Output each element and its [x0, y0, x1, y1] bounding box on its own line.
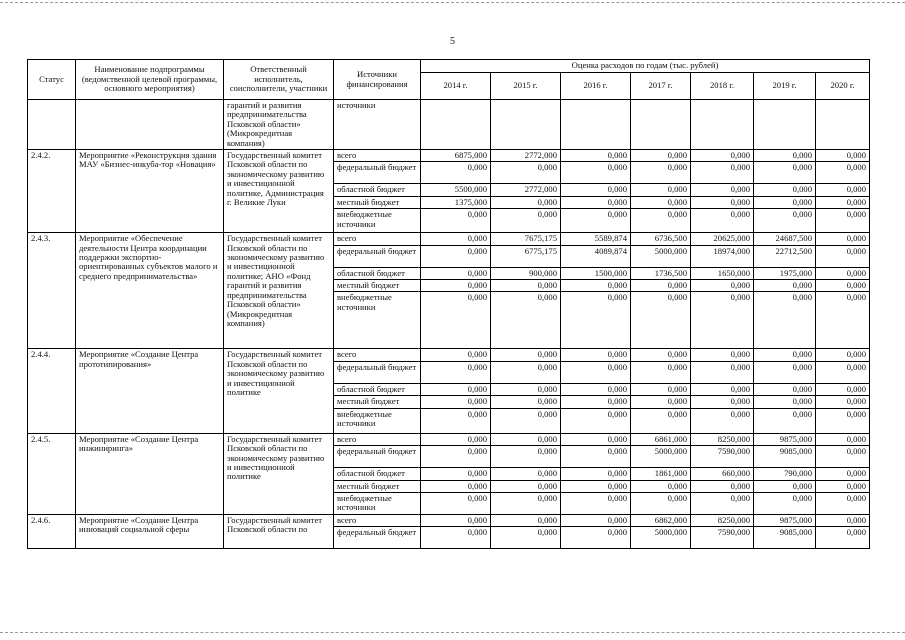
- funding-source: федеральный бюджет: [334, 527, 421, 549]
- amount-cell: 0,000: [631, 383, 691, 395]
- amount-cell: 0,000: [421, 245, 491, 267]
- amount-cell: 0,000: [691, 292, 754, 349]
- amount-cell: 0,000: [754, 396, 816, 408]
- amount-cell: 0,000: [754, 383, 816, 395]
- amount-cell: 0,000: [561, 150, 631, 162]
- amount-cell: 0,000: [561, 480, 631, 492]
- amount-cell: 0,000: [631, 184, 691, 196]
- group-name: Мероприятие «Обеспечение деятельности Центра координации поддержки экспортно-ориентированных субъектов малого и среднего предпринимательства»: [76, 233, 224, 349]
- amount-cell: 6862,000: [631, 514, 691, 526]
- amount-cell: 0,000: [754, 184, 816, 196]
- amount-cell: 0,000: [816, 408, 870, 433]
- amount-cell: 0,000: [421, 396, 491, 408]
- funding-source: областной бюджет: [334, 468, 421, 480]
- amount-cell: 0,000: [816, 383, 870, 395]
- amount-cell: 0,000: [491, 527, 561, 549]
- amount-cell: 0,000: [816, 468, 870, 480]
- amount-cell: 7590,000: [691, 446, 754, 468]
- amount-cell: 5000,000: [631, 446, 691, 468]
- table-row: [28, 514, 870, 526]
- amount-cell: 6736,500: [631, 233, 691, 245]
- empty-cell: [561, 100, 631, 150]
- header-year: 2018 г.: [691, 73, 754, 100]
- amount-cell: 0,000: [561, 162, 631, 184]
- amount-cell: 0,000: [631, 280, 691, 292]
- amount-cell: 0,000: [491, 383, 561, 395]
- amount-cell: 0,000: [691, 480, 754, 492]
- header-source: Источники финансирования: [334, 60, 421, 100]
- header-row-top: [28, 60, 870, 73]
- amount-cell: 0,000: [491, 480, 561, 492]
- header-year: 2017 г.: [631, 73, 691, 100]
- amount-cell: 0,000: [816, 280, 870, 292]
- amount-cell: 0,000: [816, 292, 870, 349]
- amount-cell: 0,000: [631, 396, 691, 408]
- amount-cell: 0,000: [816, 150, 870, 162]
- amount-cell: 0,000: [631, 196, 691, 208]
- amount-cell: 0,000: [816, 396, 870, 408]
- amount-cell: 0,000: [491, 468, 561, 480]
- amount-cell: 0,000: [816, 446, 870, 468]
- header-estimate: Оценка расходов по годам (тыс. рублей): [421, 60, 870, 73]
- funding-source: местный бюджет: [334, 196, 421, 208]
- funding-source: местный бюджет: [334, 480, 421, 492]
- funding-source: областной бюджет: [334, 383, 421, 395]
- funding-source: федеральный бюджет: [334, 162, 421, 184]
- amount-cell: 0,000: [491, 349, 561, 361]
- amount-cell: 0,000: [691, 492, 754, 514]
- group-status: 2.4.6.: [28, 514, 76, 548]
- group-status: 2.4.4.: [28, 349, 76, 433]
- amount-cell: 0,000: [561, 196, 631, 208]
- header-year: 2015 г.: [491, 73, 561, 100]
- amount-cell: 0,000: [691, 196, 754, 208]
- amount-cell: 0,000: [691, 349, 754, 361]
- empty-cell: [631, 100, 691, 150]
- amount-cell: 0,000: [816, 267, 870, 279]
- funding-source: внебюджетные источники: [334, 209, 421, 233]
- amount-cell: 6875,000: [421, 150, 491, 162]
- scan-edge-bottom: [0, 632, 905, 633]
- header-executor: Ответственный исполнитель, соисполнители, участники: [224, 60, 334, 100]
- amount-cell: 7675,175: [491, 233, 561, 245]
- funding-source: местный бюджет: [334, 280, 421, 292]
- amount-cell: 0,000: [421, 292, 491, 349]
- amount-cell: 2772,000: [491, 150, 561, 162]
- amount-cell: 1650,000: [691, 267, 754, 279]
- amount-cell: 1736,500: [631, 267, 691, 279]
- group-name: Мероприятие «Создание Центра инноваций социальной сферы: [76, 514, 224, 548]
- group-name: Мероприятие «Создание Центра инжиниринга»: [76, 433, 224, 514]
- group-executor: Государственный комитет Псковской области по экономическому развитию и инвестиционной политике: [224, 349, 334, 433]
- funding-source: всего: [334, 349, 421, 361]
- header-status: Статус: [28, 60, 76, 100]
- amount-cell: 0,000: [421, 446, 491, 468]
- amount-cell: 0,000: [754, 408, 816, 433]
- amount-cell: 0,000: [491, 433, 561, 445]
- amount-cell: 0,000: [491, 280, 561, 292]
- amount-cell: 0,000: [561, 349, 631, 361]
- amount-cell: 0,000: [491, 292, 561, 349]
- amount-cell: 0,000: [561, 492, 631, 514]
- amount-cell: 7590,000: [691, 527, 754, 549]
- empty-cell: [421, 100, 491, 150]
- funding-source: внебюджетные источники: [334, 292, 421, 349]
- amount-cell: 1861,000: [631, 468, 691, 480]
- amount-cell: 0,000: [561, 446, 631, 468]
- amount-cell: 0,000: [691, 150, 754, 162]
- amount-cell: 0,000: [631, 292, 691, 349]
- amount-cell: 0,000: [631, 209, 691, 233]
- amount-cell: 0,000: [816, 527, 870, 549]
- header-year: 2020 г.: [816, 73, 870, 100]
- amount-cell: 790,000: [754, 468, 816, 480]
- amount-cell: 0,000: [816, 514, 870, 526]
- amount-cell: 9085,000: [754, 527, 816, 549]
- amount-cell: 0,000: [754, 292, 816, 349]
- amount-cell: 0,000: [421, 468, 491, 480]
- amount-cell: 0,000: [491, 196, 561, 208]
- amount-cell: 0,000: [491, 162, 561, 184]
- amount-cell: 0,000: [561, 514, 631, 526]
- amount-cell: 9875,000: [754, 514, 816, 526]
- amount-cell: 0,000: [631, 162, 691, 184]
- amount-cell: 22712,500: [754, 245, 816, 267]
- amount-cell: 0,000: [421, 514, 491, 526]
- amount-cell: 0,000: [816, 245, 870, 267]
- amount-cell: 24687,500: [754, 233, 816, 245]
- amount-cell: 8250,000: [691, 433, 754, 445]
- group-status: 2.4.5.: [28, 433, 76, 514]
- amount-cell: 0,000: [754, 361, 816, 383]
- amount-cell: 0,000: [561, 433, 631, 445]
- amount-cell: 0,000: [491, 492, 561, 514]
- amount-cell: 0,000: [421, 433, 491, 445]
- amount-cell: 0,000: [691, 361, 754, 383]
- empty-cell: [76, 100, 224, 150]
- funding-source: областной бюджет: [334, 184, 421, 196]
- empty-cell: [28, 100, 76, 150]
- amount-cell: 6775,175: [491, 245, 561, 267]
- funding-source: всего: [334, 150, 421, 162]
- amount-cell: 660,000: [691, 468, 754, 480]
- amount-cell: 0,000: [561, 396, 631, 408]
- amount-cell: 5500,000: [421, 184, 491, 196]
- amount-cell: 0,000: [816, 196, 870, 208]
- amount-cell: 0,000: [491, 446, 561, 468]
- amount-cell: 0,000: [691, 209, 754, 233]
- amount-cell: 0,000: [491, 361, 561, 383]
- group-executor: Государственный комитет Псковской области по: [224, 514, 334, 548]
- funding-source: всего: [334, 514, 421, 526]
- amount-cell: 0,000: [816, 433, 870, 445]
- amount-cell: 1500,000: [561, 267, 631, 279]
- amount-cell: 0,000: [754, 209, 816, 233]
- amount-cell: 900,000: [491, 267, 561, 279]
- continued-row: [28, 100, 870, 150]
- group-name: Мероприятие «Создание Центра прототипирования»: [76, 349, 224, 433]
- amount-cell: 0,000: [561, 468, 631, 480]
- table-row: [28, 150, 870, 162]
- header-year: 2016 г.: [561, 73, 631, 100]
- amount-cell: 5000,000: [631, 245, 691, 267]
- funding-source: федеральный бюджет: [334, 361, 421, 383]
- amount-cell: 5000,000: [631, 527, 691, 549]
- amount-cell: 0,000: [421, 492, 491, 514]
- amount-cell: 0,000: [816, 233, 870, 245]
- amount-cell: 5589,874: [561, 233, 631, 245]
- amount-cell: 2772,000: [491, 184, 561, 196]
- amount-cell: 0,000: [561, 280, 631, 292]
- table-row: [28, 233, 870, 245]
- amount-cell: 0,000: [421, 349, 491, 361]
- amount-cell: 6861,000: [631, 433, 691, 445]
- page-number: 5: [450, 36, 455, 47]
- amount-cell: 0,000: [754, 349, 816, 361]
- amount-cell: 0,000: [691, 280, 754, 292]
- amount-cell: 0,000: [491, 396, 561, 408]
- amount-cell: 0,000: [691, 184, 754, 196]
- header-year: 2014 г.: [421, 73, 491, 100]
- group-executor: Государственный комитет Псковской области по экономическому развитию и инвестиционной политике, Администрация г. Великие Луки: [224, 150, 334, 233]
- amount-cell: 1375,000: [421, 196, 491, 208]
- continued-executor: гарантий и развития предпринимательства Псковской области» (Микрокредитная компания): [224, 100, 334, 150]
- amount-cell: 0,000: [421, 480, 491, 492]
- amount-cell: 0,000: [816, 361, 870, 383]
- amount-cell: 0,000: [816, 184, 870, 196]
- amount-cell: 0,000: [421, 267, 491, 279]
- amount-cell: 0,000: [754, 480, 816, 492]
- amount-cell: 0,000: [421, 408, 491, 433]
- group-status: 2.4.2.: [28, 150, 76, 233]
- group-status: 2.4.3.: [28, 233, 76, 349]
- table-row: [28, 349, 870, 361]
- amount-cell: 0,000: [631, 408, 691, 433]
- scan-edge-top: [0, 2, 905, 3]
- amount-cell: 1975,000: [754, 267, 816, 279]
- amount-cell: 0,000: [491, 408, 561, 433]
- funding-source: внебюджетные источники: [334, 492, 421, 514]
- amount-cell: 0,000: [691, 396, 754, 408]
- amount-cell: 8250,000: [691, 514, 754, 526]
- amount-cell: 0,000: [631, 492, 691, 514]
- amount-cell: 4089,874: [561, 245, 631, 267]
- empty-cell: [491, 100, 561, 150]
- empty-cell: [754, 100, 816, 150]
- funding-source: всего: [334, 233, 421, 245]
- funding-source: местный бюджет: [334, 396, 421, 408]
- groups-body: [28, 150, 870, 549]
- amount-cell: 0,000: [691, 162, 754, 184]
- continued-source: источники: [334, 100, 421, 150]
- amount-cell: 0,000: [754, 492, 816, 514]
- amount-cell: 0,000: [421, 361, 491, 383]
- empty-cell: [691, 100, 754, 150]
- amount-cell: 0,000: [421, 383, 491, 395]
- empty-cell: [816, 100, 870, 150]
- amount-cell: 0,000: [631, 349, 691, 361]
- funding-source: областной бюджет: [334, 267, 421, 279]
- header-year: 2019 г.: [754, 73, 816, 100]
- amount-cell: 0,000: [421, 162, 491, 184]
- amount-cell: 0,000: [816, 162, 870, 184]
- amount-cell: 0,000: [754, 196, 816, 208]
- amount-cell: 0,000: [561, 361, 631, 383]
- group-executor: Государственный комитет Псковской области по экономическому развитию и инвестиционной политике: [224, 433, 334, 514]
- amount-cell: 0,000: [421, 233, 491, 245]
- amount-cell: 0,000: [754, 150, 816, 162]
- budget-table: [27, 59, 870, 549]
- amount-cell: 0,000: [561, 209, 631, 233]
- amount-cell: 0,000: [421, 209, 491, 233]
- amount-cell: 18974,000: [691, 245, 754, 267]
- group-name: Мероприятие «Реконструкция здания МАУ «Бизнес-инкуба-тор «Новация»: [76, 150, 224, 233]
- funding-source: всего: [334, 433, 421, 445]
- amount-cell: 0,000: [754, 162, 816, 184]
- amount-cell: 0,000: [631, 480, 691, 492]
- header-name: Наименование подпрограммы (ведомственной целевой программы, основного мероприятия): [76, 60, 224, 100]
- funding-source: федеральный бюджет: [334, 446, 421, 468]
- amount-cell: 9085,000: [754, 446, 816, 468]
- amount-cell: 0,000: [816, 480, 870, 492]
- amount-cell: 9875,000: [754, 433, 816, 445]
- amount-cell: 0,000: [631, 361, 691, 383]
- amount-cell: 0,000: [816, 349, 870, 361]
- group-executor: Государственный комитет Псковской области по экономическому развитию и инвестиционной политике; АНО «Фонд гарантий и развития предпринимательства Псковской области» (Микрокредитная компания): [224, 233, 334, 349]
- amount-cell: 0,000: [421, 527, 491, 549]
- amount-cell: 0,000: [561, 292, 631, 349]
- amount-cell: 0,000: [631, 150, 691, 162]
- amount-cell: 0,000: [491, 514, 561, 526]
- amount-cell: 0,000: [691, 383, 754, 395]
- amount-cell: 0,000: [561, 184, 631, 196]
- amount-cell: 20625,000: [691, 233, 754, 245]
- amount-cell: 0,000: [491, 209, 561, 233]
- amount-cell: 0,000: [816, 209, 870, 233]
- funding-source: федеральный бюджет: [334, 245, 421, 267]
- amount-cell: 0,000: [561, 527, 631, 549]
- amount-cell: 0,000: [421, 280, 491, 292]
- amount-cell: 0,000: [561, 383, 631, 395]
- amount-cell: 0,000: [754, 280, 816, 292]
- table-row: [28, 433, 870, 445]
- amount-cell: 0,000: [561, 408, 631, 433]
- amount-cell: 0,000: [816, 492, 870, 514]
- funding-source: внебюджетные источники: [334, 408, 421, 433]
- amount-cell: 0,000: [691, 408, 754, 433]
